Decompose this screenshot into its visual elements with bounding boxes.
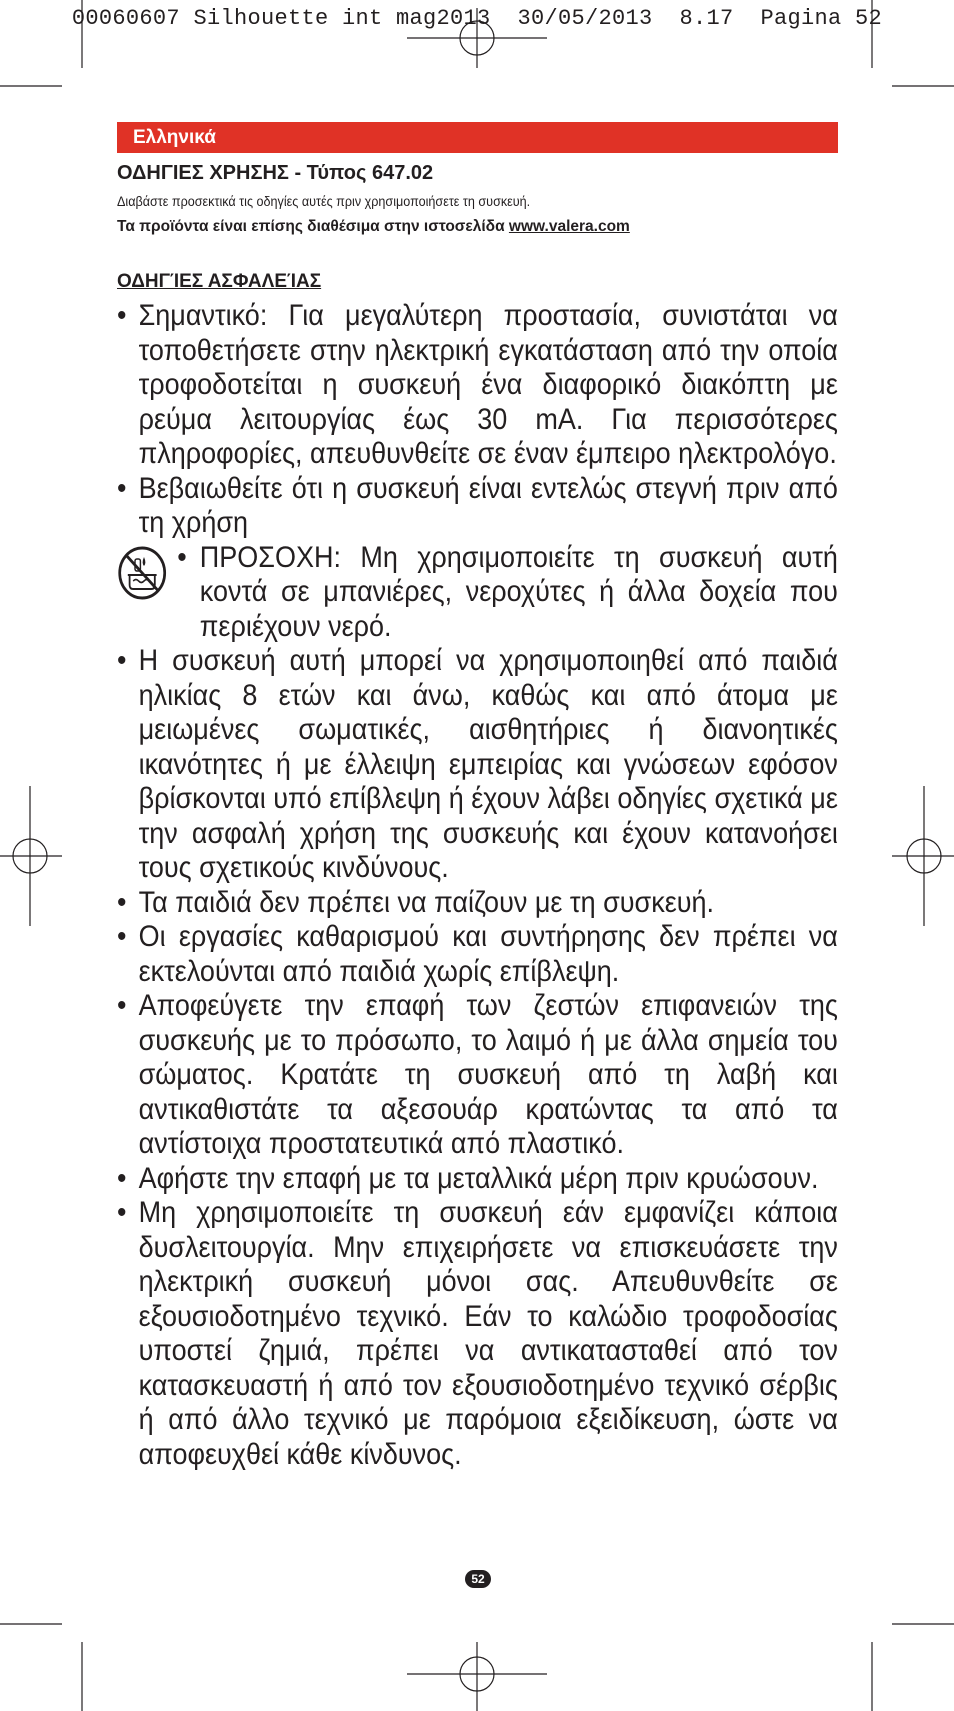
bullet: • xyxy=(117,644,127,677)
safety-list xyxy=(117,299,838,1472)
list-item xyxy=(117,1162,838,1197)
list-item xyxy=(117,989,838,1162)
list-item-text: Τα παιδιά δεν πρέπει να παίζουν με τη συσκευή. xyxy=(138,885,715,919)
availability-note xyxy=(117,218,630,236)
no-bath-water-icon xyxy=(117,545,167,601)
section-heading: ΟΔΗΓΊΕΣ ΑΣΦΑΛΕΊΑΣ xyxy=(117,271,322,292)
list-item xyxy=(117,472,838,541)
list-item-text: Αφήστε την επαφή με τα μεταλλικά μέρη πριν κρυώσουν. xyxy=(138,1161,819,1195)
registration-mark-bottom xyxy=(407,1642,547,1711)
bullet: • xyxy=(117,1161,127,1195)
list-item-text: Σημαντικό: Για μεγαλύτερη προστασία, συνιστάται να τοποθετήσετε στην ηλεκτρική εγκατάσταση από την οποία τροφοδοτείται η συσκευή ένα διαφορικό διακόπτη με ρεύμα λειτουργίας έως 30 mA. Για περισσότερες πληροφορίες, απευθυνθείτε σε έναν έμπειρο ηλεκτρολόγο. xyxy=(138,299,838,470)
list-item-text: ΠΡΟΣΟΧΗ: Μη χρησιμοποιείτε τη συσκευή αυτή κοντά σε μπανιέρες, νεροχύτες ή άλλα δοχεία που περιέχουν νερό. xyxy=(199,540,838,643)
bullet: • xyxy=(117,471,127,505)
document-title: ΟΔΗΓΙΕΣ ΧΡΗΣΗΣ - Τύπος 647.02 xyxy=(117,162,434,184)
bullet: • xyxy=(117,989,127,1022)
list-item-text: Βεβαιωθείτε ότι η συσκευή είναι εντελώς στεγνή πριν από τη χρήση xyxy=(138,471,838,539)
list-item-text: Η συσκευή αυτή μπορεί να χρησιμοποιηθεί από παιδιά ηλικίας 8 ετών και άνω, καθώς και από άτομα με μειωμένες σωματικές, αισθητήριες ή διανοητικές ικανότητες ή με έλλειψη εμπειρίας και γνώσεων εφόσον βρίσκονται υπό επίβλεψη ή έχουν λάβει οδηγίες σχετικά με την ασφαλή χρήση της συσκευής και έχουν κατανοήσει τους σχετικούς κινδύνους. xyxy=(138,644,838,884)
printer-slug: 00060607 Silhouette int mag2013 30/05/2013 8.17 Pagina 52 xyxy=(71,6,883,31)
registration-mark-right xyxy=(892,786,954,926)
website-link[interactable]: www.valera.com xyxy=(508,218,630,235)
list-item-text: Μη χρησιμοποιείτε τη συσκευή εάν εμφανίζει κάποια δυσλειτουργία. Μην επιχειρήσετε να επισκευάσετε την ηλεκτρική συσκευή μόνοι σας. Απευθυνθείτε σε εξουσιοδοτημένο τεχνικό. Εάν το καλώδιο τροφοδοσίας υποστεί ζημιά, πρέπει να αντικατασταθεί από τον κατασκευαστή ή από τον εξουσιοδοτημένο τεχνικό σέρβις ή από άλλο τεχνικό με παρόμοια εξειδίκευση, ώστε να αποφευχθεί κάθε κίνδυνος. xyxy=(138,1196,838,1471)
bullet: • xyxy=(177,540,187,574)
bullet: • xyxy=(117,920,127,953)
document-subtitle: Διαβάστε προσεκτικά τις οδηγίες αυτές πριν χρησιμοποιήσετε τη συσκευή. xyxy=(117,193,531,209)
list-item xyxy=(117,1196,838,1472)
registration-mark-left xyxy=(0,786,62,926)
language-banner xyxy=(117,122,838,153)
warning-item xyxy=(117,541,838,645)
bullet: • xyxy=(117,1196,127,1229)
list-item-text: Οι εργασίες καθαρισμού και συντήρησης δεν πρέπει να εκτελούνται από παιδιά χωρίς επίβλεψη. xyxy=(138,920,838,988)
bullet: • xyxy=(117,885,127,919)
list-item xyxy=(117,299,838,472)
list-item-text: Αποφεύγετε την επαφή των ζεστών επιφανειών της συσκευής με το πρόσωπο, το λαιμό ή με άλλα σημεία του σώματος. Κρατάτε τη συσκευή από τη λαβή και αντικαθιστάτε τα αξεσουάρ κρατώντας τα από τα αντίστοιχα προστατευτικά από πλαστικό. xyxy=(138,989,838,1160)
list-item xyxy=(117,644,838,886)
availability-text: Τα προϊόντα είναι επίσης διαθέσιμα στην ιστοσελίδα xyxy=(117,218,509,235)
page-number-badge: 52 xyxy=(465,1570,491,1588)
bullet: • xyxy=(117,299,127,332)
list-item xyxy=(117,920,838,989)
list-item xyxy=(117,886,838,921)
language-label: Ελληνικά xyxy=(133,127,216,148)
